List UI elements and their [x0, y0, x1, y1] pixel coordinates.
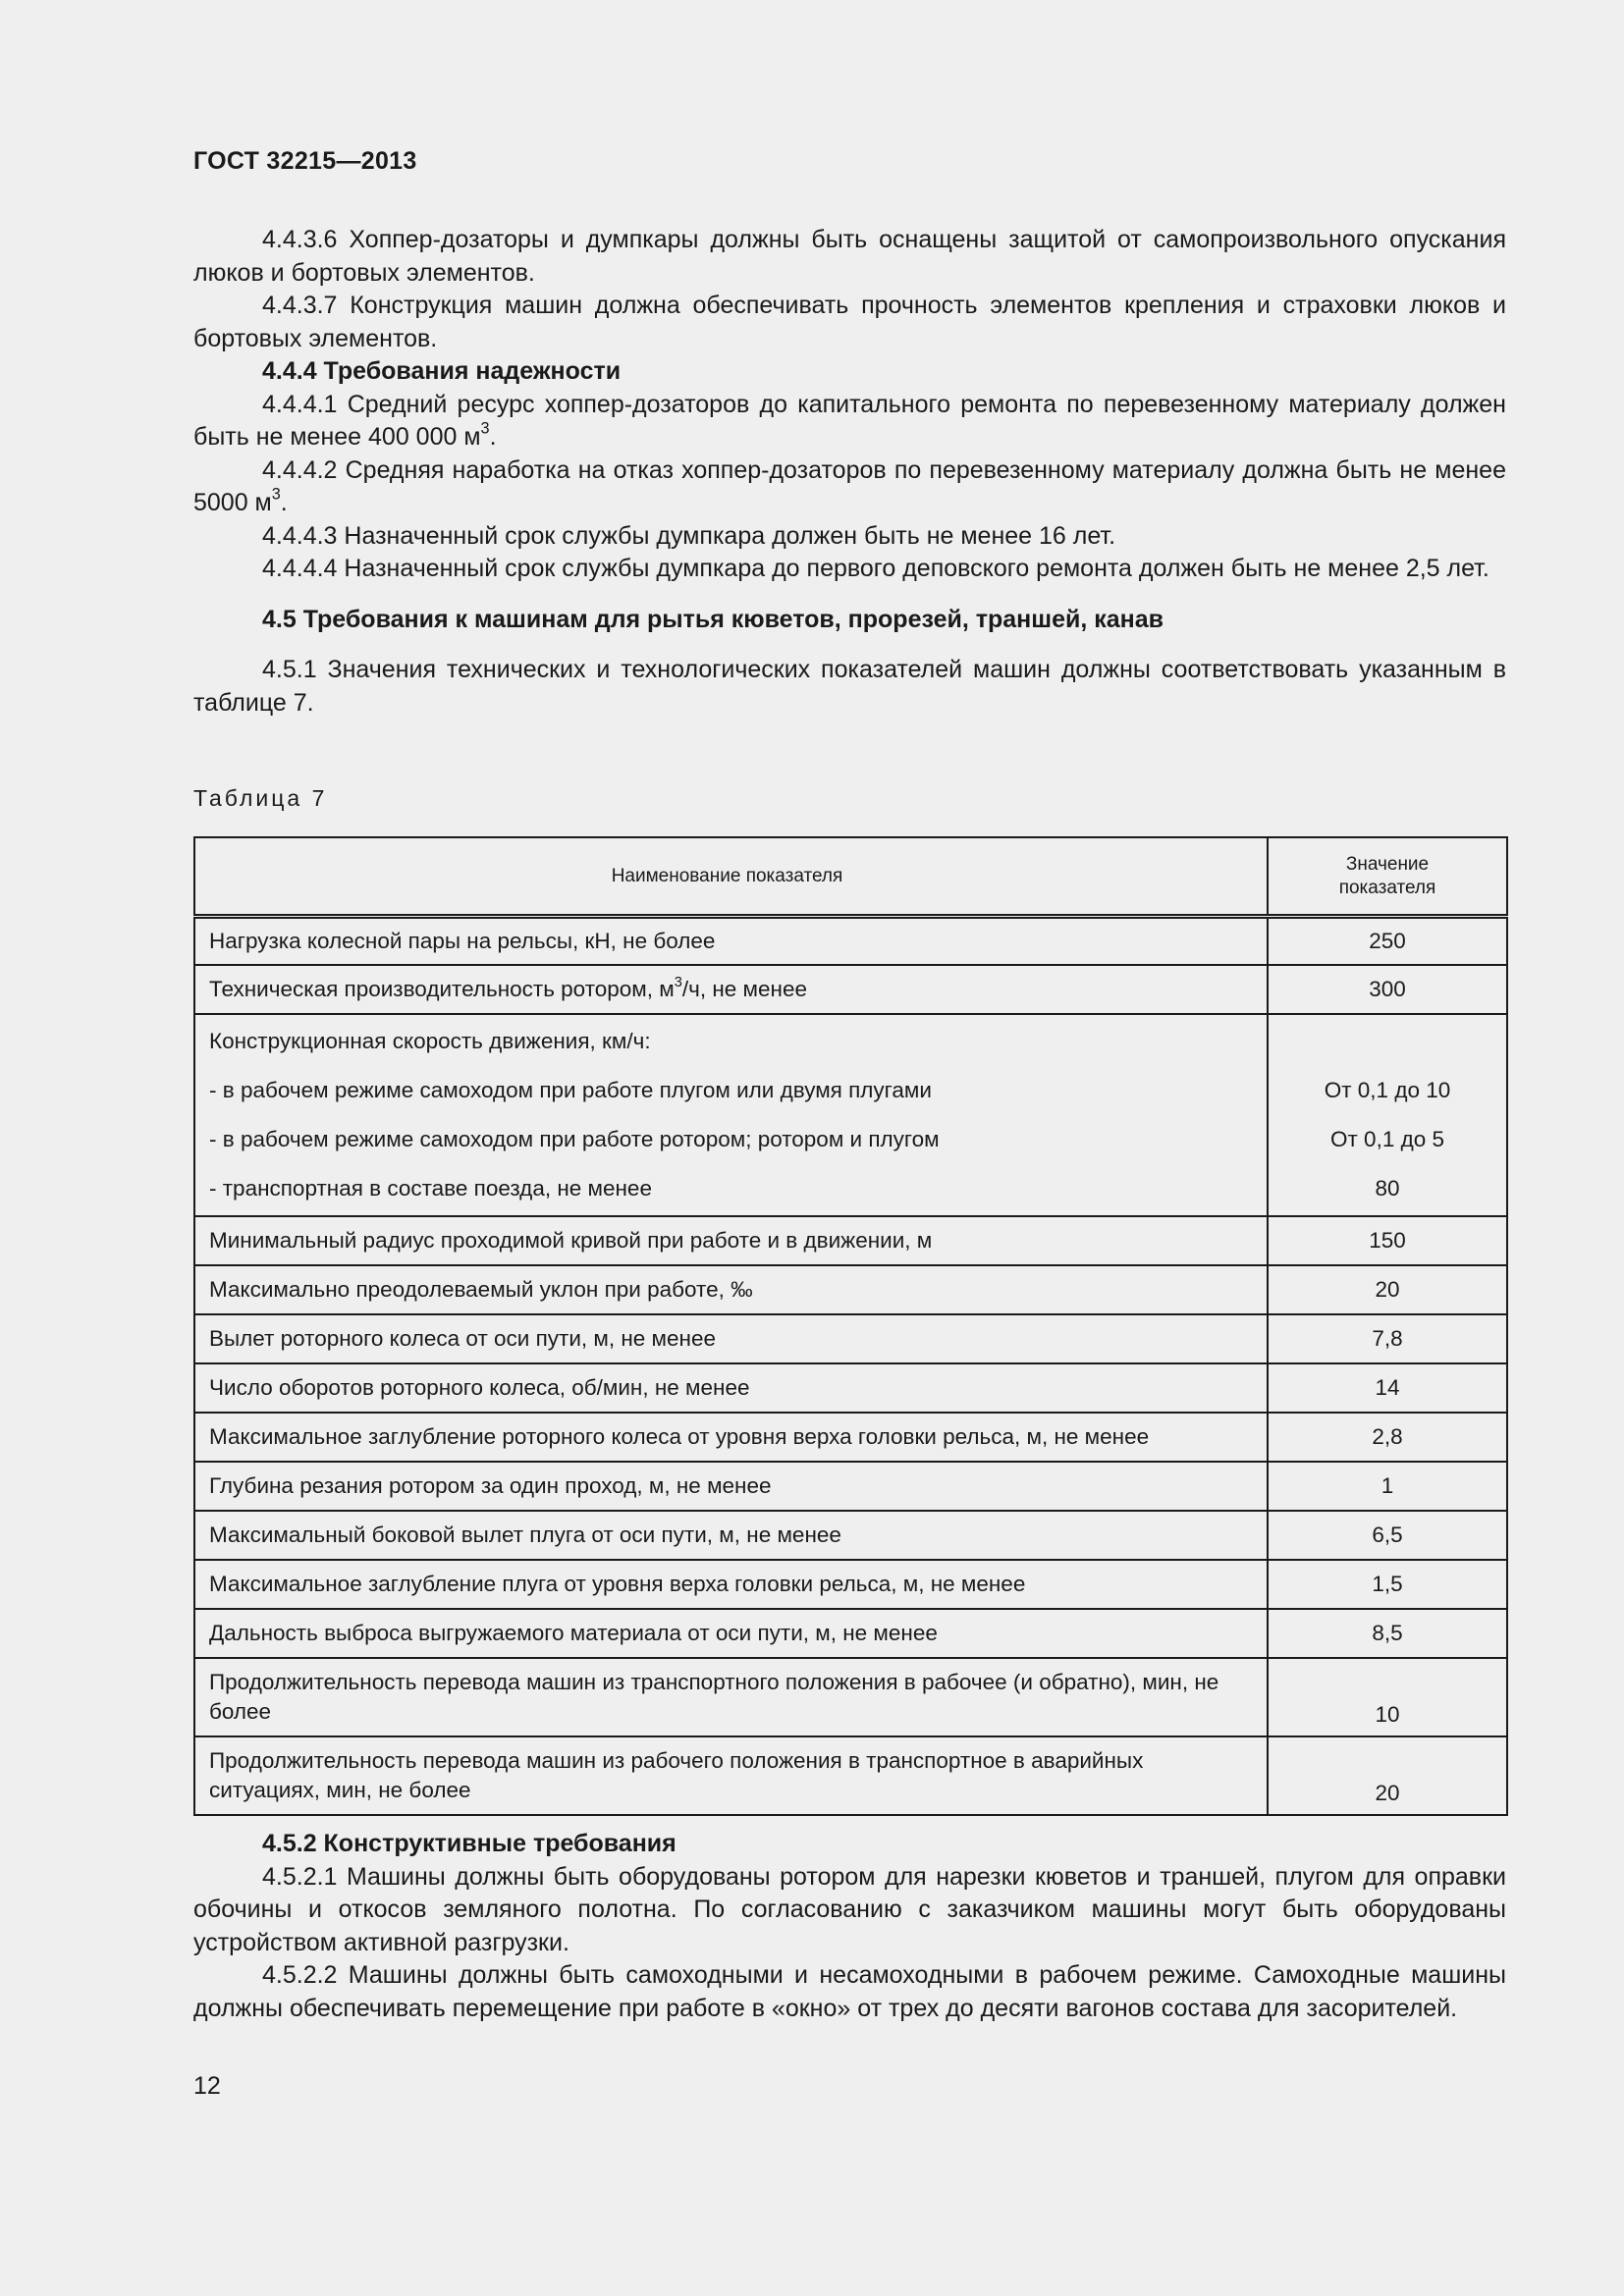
table-row [194, 1609, 1507, 1658]
cell-value: 300 [1268, 965, 1507, 1014]
cell-name: Максимально преодолеваемый уклон при работе, ‰ [194, 1265, 1268, 1314]
cell-name [194, 965, 1268, 1014]
table-row [194, 1736, 1507, 1815]
cell-name: Максимальное заглубление плуга от уровня верха головки рельса, м, не менее [194, 1560, 1268, 1609]
cell-name-sub1: - в рабочем режиме самоходом при работе плугом или двумя плугами [209, 1078, 932, 1102]
table-row [194, 1658, 1507, 1736]
heading-4-5: 4.5 Требования к машинам для рытья кюветов, прорезей, траншей, канав [262, 605, 1164, 633]
paragraph-4-4-4-3: 4.4.4.3 Назначенный срок службы думпкара должен быть не менее 16 лет. [262, 521, 1116, 550]
table-row [194, 965, 1507, 1014]
cell-value-sub2: От 0,1 до 5 [1330, 1127, 1444, 1151]
column-header-name: Наименование показателя [194, 837, 1268, 917]
cell-value: 250 [1268, 917, 1507, 966]
paragraph-4-4-3-7: 4.4.3.7 Конструкция машин должна обеспечивать прочность элементов крепления и страховки люков и бортовых элементов. [193, 292, 1506, 352]
cell-name: Число оборотов роторного колеса, об/мин, не менее [194, 1363, 1268, 1413]
column-header-value-line2: показателя [1338, 877, 1436, 898]
cell-name: Максимальное заглубление роторного колеса от уровня верха головки рельса, м, не менее [194, 1413, 1268, 1462]
cell-value: 10 [1268, 1658, 1507, 1736]
table-row [194, 1511, 1507, 1560]
table-row [194, 1216, 1507, 1265]
cell-value: 20 [1268, 1736, 1507, 1815]
paragraph-4-4-4-2 [193, 454, 1506, 520]
cell-value-sub1: От 0,1 до 10 [1324, 1078, 1451, 1102]
period: . [489, 423, 497, 451]
paragraph-4-5-2-1: 4.5.2.1 Машины должны быть оборудованы ротором для нарезки кюветов и траншей, плугом для оправки обочины и откосов земляного полотна. По согласованию с заказчиком машины могут быть оборудованы устройством активной разгрузки. [193, 1862, 1506, 1956]
paragraph-4-5-1: 4.5.1 Значения технических и технологических показателей машин должны соответствовать указанным в таблице 7. [193, 656, 1506, 717]
paragraph-4-5-2-2: 4.5.2.2 Машины должны быть самоходными и несамоходными в рабочем режиме. Самоходные машины должны обеспечивать перемещение при работе в «окно» от трех до десяти вагонов состава для засорителей. [193, 1961, 1506, 2022]
paragraph-4-4-4-2-text: 4.4.4.2 Средняя наработка на отказ хоппер-дозаторов по перевезенному материалу должна быть не менее 5000 м [193, 455, 1506, 516]
cell-value: 6,5 [1268, 1511, 1507, 1560]
table-row [194, 1413, 1507, 1462]
cell-value: 150 [1268, 1216, 1507, 1265]
cell-name: Вылет роторного колеса от оси пути, м, не менее [194, 1314, 1268, 1363]
cell-name: Продолжительность перевода машин из транспортного положения в рабочее (и обратно), мин, не более [194, 1658, 1268, 1736]
table-row [194, 1014, 1507, 1216]
table-row [194, 1462, 1507, 1511]
table-row [194, 1314, 1507, 1363]
column-header-value-line1: Значение [1345, 853, 1430, 875]
cell-name: Нагрузка колесной пары на рельсы, кН, не более [194, 917, 1268, 966]
cell-name [194, 1014, 1268, 1216]
superscript: 3 [674, 974, 682, 990]
paragraph-4-4-3-6: 4.4.3.6 Хоппер-дозаторы и думпкары должны быть оснащены защитой от самопроизвольного опускания люков и бортовых элементов. [193, 226, 1506, 287]
cell-value [1268, 1014, 1507, 1216]
cell-name: Максимальный боковой вылет плуга от оси пути, м, не менее [194, 1511, 1268, 1560]
cell-value: 14 [1268, 1363, 1507, 1413]
superscript: 3 [271, 485, 281, 504]
heading-4-5-2: 4.5.2 Конструктивные требования [262, 1830, 677, 1857]
cell-name-sub3: - транспортная в составе поезда, не менее [209, 1176, 652, 1201]
cell-name: Глубина резания ротором за один проход, м, не менее [194, 1462, 1268, 1511]
cell-name-text-end: /ч, не менее [681, 977, 807, 1001]
section-text-top [193, 224, 1506, 720]
cell-value: 20 [1268, 1265, 1507, 1314]
paragraph-4-4-4-4: 4.4.4.4 Назначенный срок службы думпкара до первого деповского ремонта должен быть не менее 2,5 лет. [262, 555, 1489, 582]
superscript: 3 [480, 419, 490, 438]
paragraph-4-4-4-1 [193, 389, 1506, 454]
table-title: Таблица 7 [193, 785, 328, 811]
cell-name: Продолжительность перевода машин из рабочего положения в транспортное в аварийных ситуациях, мин, не более [194, 1736, 1268, 1815]
cell-value: 8,5 [1268, 1609, 1507, 1658]
table-row [194, 1265, 1507, 1314]
cell-value-empty [1282, 1017, 1492, 1066]
cell-value: 1,5 [1268, 1560, 1507, 1609]
table-7 [193, 836, 1508, 1816]
document-code-header: ГОСТ 32215—2013 [193, 147, 417, 175]
cell-name-heading: Конструкционная скорость движения, км/ч: [209, 1029, 651, 1053]
cell-name-sub2: - в рабочем режиме самоходом при работе ротором; ротором и плугом [209, 1127, 940, 1151]
paragraph-4-4-4-1-text: 4.4.4.1 Средний ресурс хоппер-дозаторов до капитального ремонта по перевезенному материалу должен быть не менее 400 000 м [193, 390, 1506, 451]
cell-name-text: Техническая производительность ротором, м [209, 977, 675, 1001]
period: . [280, 489, 288, 516]
table-header-row [194, 837, 1507, 917]
column-header-value [1268, 837, 1507, 917]
cell-name: Дальность выброса выгружаемого материала от оси пути, м, не менее [194, 1609, 1268, 1658]
page-number: 12 [193, 2072, 221, 2100]
heading-4-4-4: 4.4.4 Требования надежности [262, 357, 622, 385]
cell-value: 2,8 [1268, 1413, 1507, 1462]
cell-value: 7,8 [1268, 1314, 1507, 1363]
table-row [194, 917, 1507, 966]
cell-value-sub3: 80 [1375, 1176, 1400, 1201]
cell-name: Минимальный радиус проходимой кривой при работе и в движении, м [194, 1216, 1268, 1265]
cell-value: 1 [1268, 1462, 1507, 1511]
section-text-bottom [193, 1828, 1506, 2025]
table-row [194, 1560, 1507, 1609]
table-row [194, 1363, 1507, 1413]
